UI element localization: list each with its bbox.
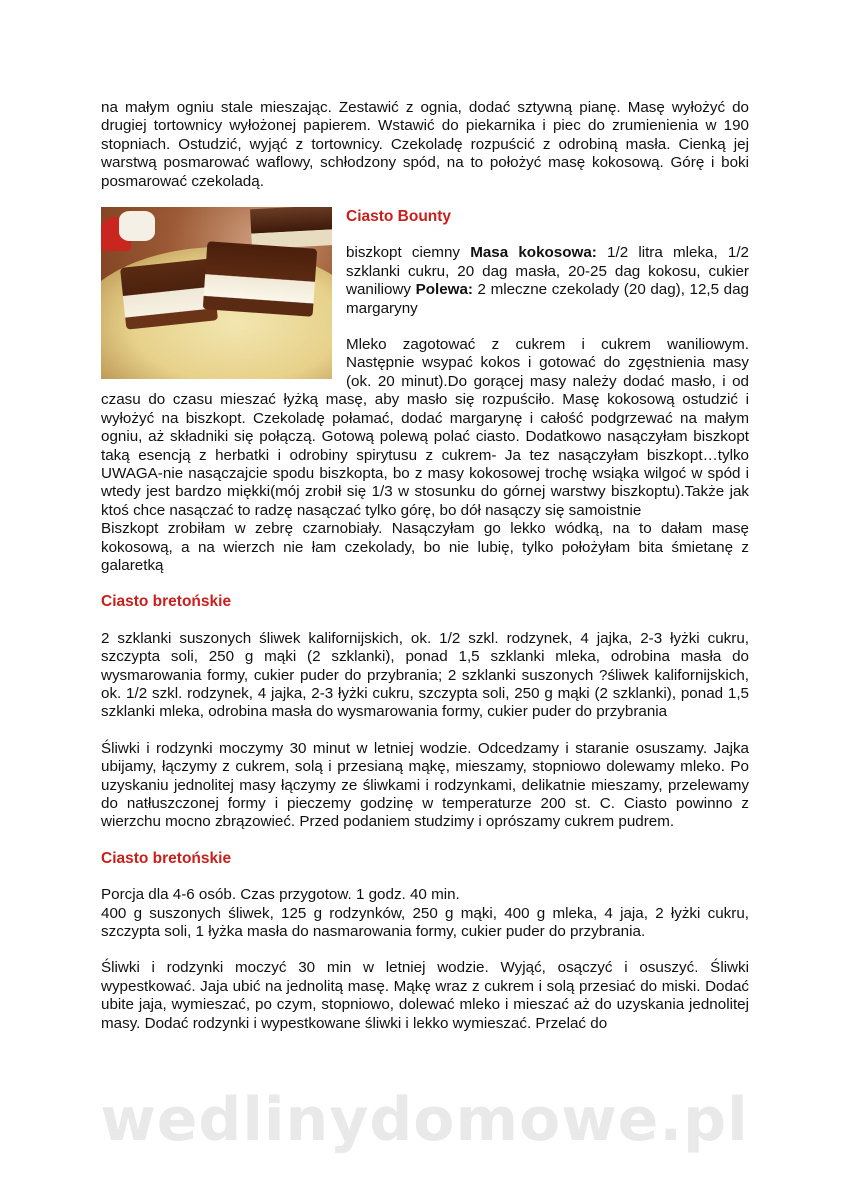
ingredients-text: biszkopt ciemny — [346, 244, 471, 262]
bretonskie2-title: Ciasto bretońskie — [101, 849, 232, 867]
ingredients-text: 1/2 litra mleka, 1/2 szklanki cukru, 20 dag masła, 20-25 dag kokosu, cukier waniliowy — [346, 244, 750, 299]
decoration-shape — [119, 211, 155, 241]
masa-label: Masa kokosowa: — [470, 244, 597, 262]
spacer — [101, 941, 749, 959]
spacer — [101, 832, 749, 850]
bounty-title: Ciasto Bounty — [346, 208, 452, 226]
cake-slice — [203, 241, 317, 317]
bretonskie-method: Śliwki i rodzynki moczymy 30 minut w letniej wodzie. Odcedzamy i staranie osuszamy. Jajka ubijamy, łączymy z cukrem, solą i przesianą mąkę, mieszamy, stopniowo dolewamy mleko. Po uzyskaniu jednolitej masy łączymy ze śliwkami i rodzynkami, delikatnie mieszamy, przelewamy do natłuszczonej formy i pieczemy godzinę w temperaturze 200 st. C. Ciasto powinno z wierzchu mocno zbrązowieć. Przed podaniem studzimy i oprószamy cukrem pudrem. — [101, 739, 749, 831]
document-page — [101, 99, 749, 1033]
spacer — [101, 575, 749, 593]
bretonskie2-ingredients: 400 g suszonych śliwek, 125 g rodzynków, 250 g mąki, 400 g mleka, 4 jaja, 2 łyżki cukru, szczypta soli, 1 łyżka masła do nasmarowania formy, cukier puder do przybrania. — [101, 904, 749, 941]
ingredients-text: 2 mleczne czekolady (20 dag), 12,5 dag margaryny — [346, 281, 749, 317]
cake-slice — [250, 207, 332, 249]
site-watermark: wedlinydomowe.pl — [100, 1085, 749, 1155]
bounty-method: Mleko zagotować z cukrem i cukrem waniliowym. Następnie wsypać kokos i gotować do zgęstnienia masy (ok. 20 minut).Do gorącej masy należy dodać masło, i od czasu do czasu mieszać łyżką masę, aby masło się rozpuściło. Masę kokosową ostudzić i wyłożyć na biszkopt. Czekoladę połamać, dodać margarynę i całość podgrzewać na małym ogniu, aż składniki się połączą. Gotową polewą polać ciasto. Dodatkowo nasączyłam biszkopt taką esencją z herbatki i odrobiny spirytusu z cukrem- Ja tez nasączyłam biszkopt…tylko UWAGA-nie nasączajcie spodu biszkopta, bo z masy kokosowej trochę wsiąka wilgoć w spód i wtedy jest bardzo miękki(mój zrobił się 1/3 w stosunku do górnej warstwy biszkoptu).Także jak ktoś chce nasączać to radzę nasączać tylko górę, bo dół nasączy się samoistnie — [101, 336, 749, 519]
bounty-cake-photo — [101, 207, 332, 379]
bounty-note: Biszkopt zrobiłam w zebrę czarnobiały. Nasączyłam go lekko wódką, na to dałam masę kokosową, a na wierzch nie łam czekolady, bo nie lubię, tylko położyłam bita śmietanę z galaretką — [101, 520, 749, 574]
bretonskie2-portion: Porcja dla 4-6 osób. Czas przygotow. 1 godz. 40 min. — [101, 886, 460, 904]
spacer — [101, 612, 749, 630]
bretonskie-title: Ciasto bretońskie — [101, 593, 232, 611]
polewa-label: Polewa: — [415, 281, 473, 299]
bretonskie2-method: Śliwki i rodzynki moczyć 30 min w letniej wodzie. Wyjąć, osączyć i osuszyć. Śliwki wypestkować. Jaja ubić na jednolitą masę. Mąkę wraz z cukrem i solą przesiać do miski. Dodać ubite jaja, wymieszać, po czym, stopniowo, dolewać mleko i mieszać aż do uzyskania jednolitej masy. Dodać rodzynki i wypestkowane śliwki i lekko wymieszać. Przelać do — [101, 959, 749, 1032]
spacer — [101, 722, 749, 740]
spacer — [101, 868, 749, 886]
bretonskie-ingredients: 2 szklanki suszonych śliwek kalifornijskich, ok. 1/2 szkl. rodzynek, 4 jajka, 2-3 łyżki cukru, szczypta soli, 250 g mąki (2 szklanki), ponad 1,5 szklanki mleka, odrobina masła do wysmarowania formy, cukier puder do przybrania; 2 szklanki suszonych ?śliwek kalifornijskich, ok. 1/2 szkl. rodzynek, 4 jajka, 2-3 łyżki cukru, szczypta soli, 250 g mąki (2 szklanki), ponad 1,5 szklanki mleka, odrobina masła do wysmarowania formy, cukier puder do przybrania — [101, 629, 749, 721]
intro-paragraph: na małym ogniu stale mieszając. Zestawić z ognia, dodać sztywną pianę. Masę wyłożyć do drugiej tortownicy wyłożonej papierem. Wstawić do piekarnika i piec do zrumienienia w 190 stopniach. Ostudzić, wyjąć z tortownicy. Czekoladę rozpuścić z odrobiną masła. Cienką jej warstwą posmarować waflowy, schłodzony spód, na to położyć masę kokosową. Górę i boki posmarować czekoladą. — [101, 99, 749, 190]
spacer — [101, 191, 749, 208]
